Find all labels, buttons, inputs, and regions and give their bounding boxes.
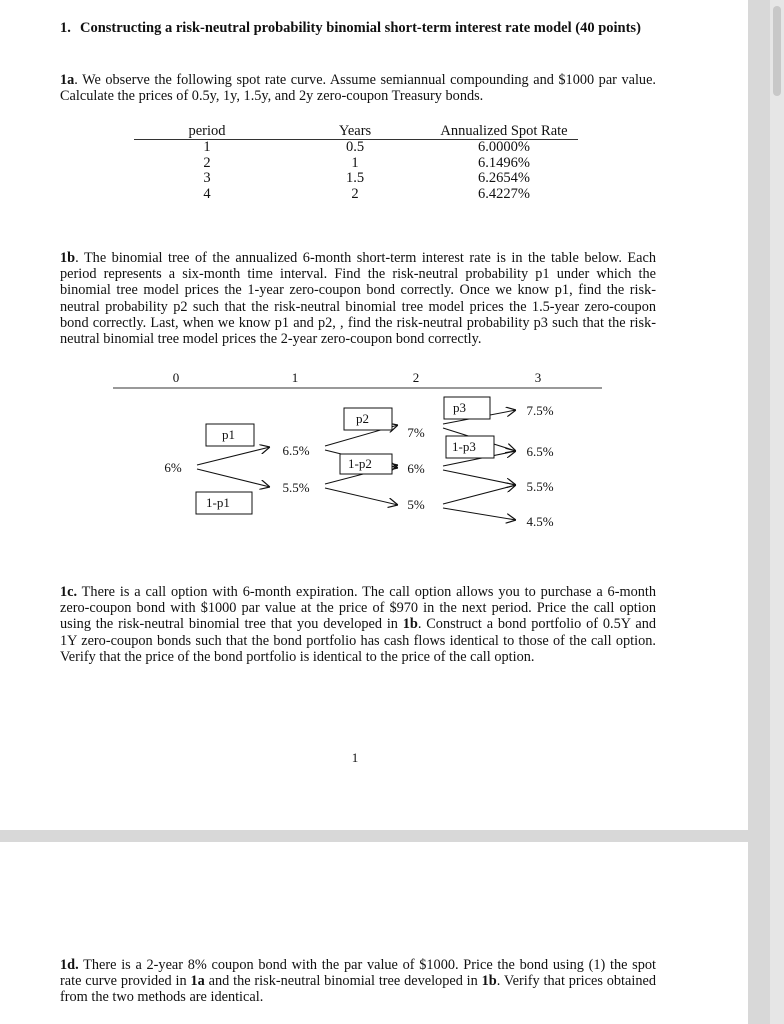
part-d-paragraph: [60, 957, 656, 1006]
cell-spot-rate: 6.4227%: [478, 185, 530, 202]
document-page-2: [0, 842, 748, 1024]
rate-t3-b: 6.5%: [526, 444, 554, 459]
part-c-text-2: . Construct a bond portfolio of 0.5Y and 1Y zero-coupon bonds such that the bond portfolio has cash flows identical to those of the call option. Verify that the price of the bond portfolio is identical to the price of the call option.: [60, 616, 656, 665]
binomial-tree-diagram: [0, 365, 720, 535]
part-a-label: 1a: [60, 72, 75, 88]
branch-1-lower-down: [325, 488, 398, 505]
rate-t1-up: 6.5%: [282, 443, 310, 458]
table-row: [134, 140, 578, 156]
question-title: [60, 20, 680, 37]
branch-0-up: [197, 447, 270, 465]
prob-label-p1: p1: [222, 427, 235, 442]
prob-label-1-p3: 1-p3: [452, 439, 476, 454]
rate-t2-up: 7%: [407, 425, 425, 440]
cell-period: 1: [203, 139, 211, 156]
period-label-0: 0: [172, 370, 180, 385]
part-c-text-1: There is a call option with 6-month expiration. The call option allows you to purchase a 6-month zero-coupon bond with $1000 par value at the price of $970 in the next period. Price the call option using the risk-neutral binomial tree that you developed in: [60, 584, 656, 633]
question-number: 1.: [60, 20, 71, 36]
cell-spot-rate: 6.2654%: [478, 170, 530, 187]
part-c-ref: 1b: [402, 616, 418, 633]
rate-t2-mid: 6%: [407, 461, 425, 476]
column-header-period: period: [134, 124, 280, 140]
rate-t1-down: 5.5%: [282, 480, 310, 495]
part-d-text-2: and the risk-neutral binomial tree developed in: [204, 973, 482, 990]
branch-2-bottom-down: [443, 508, 516, 520]
cell-years: 2: [351, 185, 359, 202]
period-label-2: 2: [412, 370, 420, 385]
table-header-row: [134, 124, 578, 140]
part-c-paragraph: [60, 584, 656, 665]
question-title-text: Constructing a risk-neutral probability binomial short-term interest rate model (40 points): [80, 20, 641, 36]
part-a-paragraph: [60, 72, 656, 104]
cell-years: 1.5: [345, 170, 365, 187]
part-d-ref-1a: 1a: [190, 973, 205, 990]
rate-t2-down: 5%: [407, 497, 425, 512]
rate-t3-a: 7.5%: [526, 403, 554, 418]
part-d-label: 1d.: [60, 957, 79, 973]
part-d-ref-1b: 1b: [481, 973, 497, 990]
rate-t3-d: 4.5%: [526, 514, 554, 529]
part-d-text-3: . Verify that prices obtained from the two methods are identical.: [60, 973, 656, 1006]
part-a-text: . We observe the following spot rate curve. Assume semiannual compounding and $1000 par value. Calculate the prices of 0.5y, 1y, 1.5y, and 2y zero-coupon Treasury bonds.: [60, 72, 656, 105]
table-row: [134, 156, 578, 171]
period-label-1: 1: [291, 370, 299, 385]
prob-box-p3: [444, 397, 490, 419]
cell-years: 0.5: [345, 139, 365, 156]
cell-period: 3: [203, 170, 211, 187]
column-header-years: Years: [280, 124, 430, 140]
spot-rate-table: [134, 124, 578, 202]
part-b-paragraph: [60, 250, 656, 347]
cell-years: 1: [351, 154, 359, 171]
rate-t3-c: 5.5%: [526, 479, 554, 494]
part-b-text: . The binomial tree of the annualized 6-month short-term interest rate is in the table below. Each period represents a six-month time interval. Find the risk-neutral probability p1 under which the binomial tree model prices the 1-year zero-coupon bond correctly. Once we know p1, find the risk-neutral probability p2 such that the risk-neutral binomial tree model prices the 1.5-year zero-coupon bond correctly. Last, when we know p1 and p2, , find the risk-neutral probability p3 such that the risk-neutral binomial tree model prices the 2-year zero-coupon bond correctly.: [60, 250, 656, 348]
scrollbar-thumb[interactable]: [773, 6, 781, 96]
prob-label-1-p2: 1-p2: [348, 456, 372, 471]
prob-label-p2: p2: [356, 411, 369, 426]
table-row: [134, 187, 578, 202]
branch-0-down: [197, 469, 270, 487]
page-number: 1: [351, 750, 359, 765]
part-d-text-1: There is a 2-year 8% coupon bond with the par value of $1000. Price the bond using (1) the spot rate curve provided in: [60, 957, 656, 990]
prob-label-p3: p3: [453, 400, 466, 415]
column-header-spot-rate: Annualized Spot Rate: [430, 124, 578, 140]
cell-period: 2: [203, 154, 211, 171]
period-label-3: 3: [534, 370, 542, 385]
prob-label-1-p1: 1-p1: [206, 495, 230, 510]
branch-2-mid-down: [443, 470, 516, 485]
part-b-label: 1b: [60, 250, 76, 266]
part-c-label: 1c.: [60, 584, 78, 600]
cell-period: 4: [203, 185, 211, 202]
vertical-scrollbar[interactable]: [770, 0, 784, 1024]
rate-t0: 6%: [164, 460, 182, 475]
branch-2-bottom-up: [443, 485, 516, 504]
cell-spot-rate: 6.0000%: [478, 139, 530, 156]
table-row: [134, 171, 578, 186]
cell-spot-rate: 6.1496%: [478, 154, 530, 171]
